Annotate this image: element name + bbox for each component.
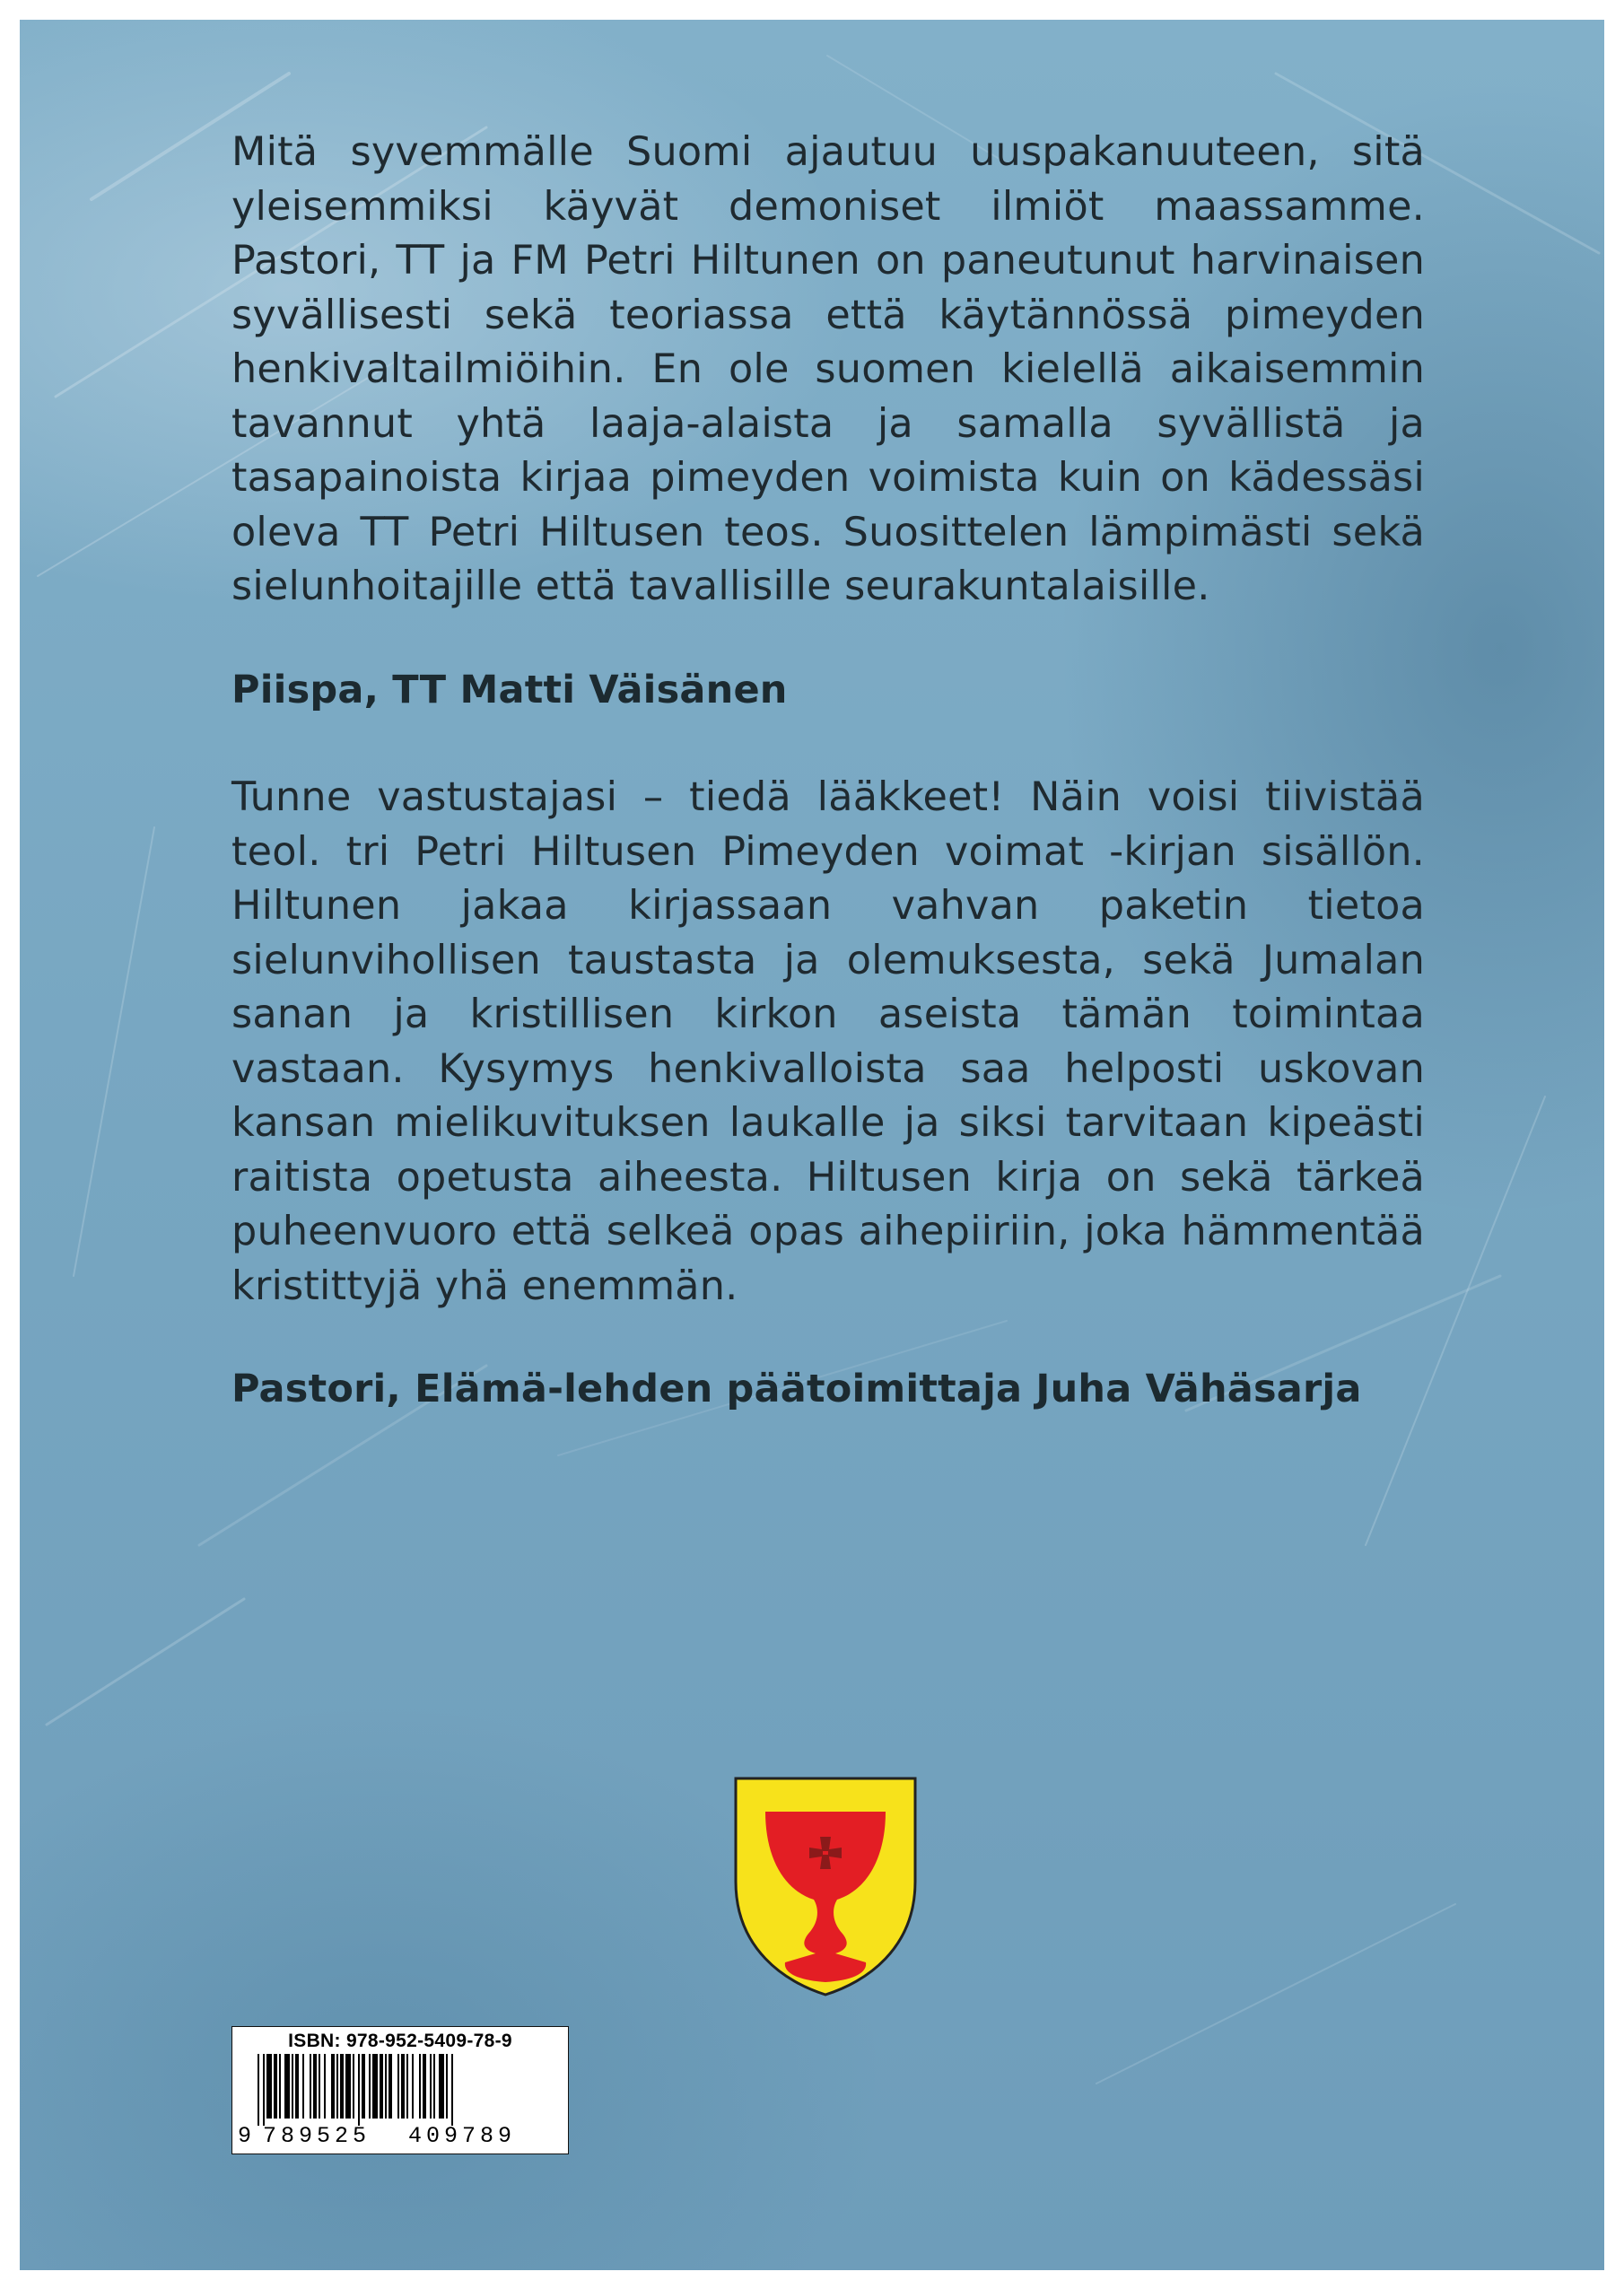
barcode-bar <box>369 2054 371 2119</box>
barcode-bar <box>430 2054 432 2119</box>
endorsement-paragraph-2: Tunne vastustajasi – tiedä lääkkeet! Näin voisi tiivistää teol. tri Petri Hiltusen Pimeyden voimat -kirjan sisällön. Hiltunen jakaa kirjassaan vahvan paketin tietoa sielunvihollisen taustasta ja olemuksesta, sekä Jumalan sanan ja kristillisen kirkon aseista tämän toimintaa vastaan. Kysymys henkivalloista saa helposti uskovan kansan mielikuvituksen laukalle ja siksi tarvitaan kipeästi raitista opetusta aiheesta. Hiltusen kirja on sekä tärkeä puheenvuoro että selkeä opas aihepiiriin, joka hämmentää kristittyjä yhä enemmän. <box>231 774 1425 1309</box>
endorsement-signature-2: Pastori, Elämä-lehden päätoimittaja Juha Vähäsarja <box>231 1367 1362 1411</box>
barcode-bar <box>266 2054 272 2119</box>
barcode-bar <box>284 2054 290 2119</box>
barcode-icon <box>240 2054 561 2126</box>
barcode-digit-group-1: 789525 <box>263 2123 371 2149</box>
barcode-bar <box>336 2054 338 2119</box>
barcode-bar <box>258 2054 259 2126</box>
barcode-digit-lead: 9 <box>238 2123 252 2149</box>
barcode-bar <box>324 2054 326 2119</box>
barcode-bar <box>372 2054 378 2119</box>
barcode-bar <box>358 2054 360 2126</box>
barcode-bar <box>263 2054 265 2126</box>
barcode-bar <box>313 2054 317 2119</box>
barcode-bar <box>406 2054 408 2119</box>
barcode-bar <box>295 2054 299 2119</box>
barcode-bar <box>362 2054 365 2119</box>
barcode-bar <box>353 2054 354 2119</box>
barcode-bar <box>412 2054 414 2119</box>
shield-chalice-cross-icon <box>731 1774 920 1998</box>
barcode-bar <box>319 2054 320 2119</box>
barcode-bar <box>302 2054 304 2119</box>
barcode-bar <box>310 2054 311 2119</box>
barcode-bar <box>385 2054 387 2119</box>
isbn-label: ISBN: 978-952-5409-78-9 <box>288 2031 512 2051</box>
barcode-bar <box>345 2054 351 2119</box>
barcode-bar <box>397 2054 399 2119</box>
barcode-bar <box>380 2054 383 2119</box>
barcode-bar <box>423 2054 426 2119</box>
barcode-bar <box>439 2054 444 2119</box>
barcode-bar <box>389 2054 392 2119</box>
barcode-digit-group-2: 409789 <box>408 2123 517 2149</box>
barcode-bar <box>401 2054 405 2119</box>
barcode-bar <box>340 2054 344 2119</box>
barcode-bar <box>331 2054 335 2119</box>
isbn-barcode <box>231 2026 569 2154</box>
barcode-bar <box>279 2054 281 2119</box>
endorsement-paragraph-1: Mitä syvemmälle Suomi ajautuu uuspakanuuteen, sitä yleisemmiksi käyvät demoniset ilmiöt maassamme. Pastori, TT ja FM Petri Hiltunen on paneutunut harvinaisen syvällisesti sekä teoriassa että käytännössä pimeyden henkivaltailmiöihin. En ole suomen kielellä aikaisemmin tavannut yhtä laaja-alaista ja samalla syvällistä ja tasapainoista kirjaa pimeyden voimista kuin on kädessäsi oleva TT Petri Hiltusen teos. Suosittelen lämpimästi sekä sielunhoitajille että tavallisille seurakuntalaisille. <box>231 129 1425 609</box>
barcode-bar <box>446 2054 448 2119</box>
blurb-text <box>231 126 1425 1417</box>
barcode-bar <box>419 2054 421 2119</box>
barcode-bar <box>274 2054 277 2119</box>
barcode-bar <box>292 2054 293 2119</box>
barcode-bar <box>433 2054 435 2119</box>
endorsement-signature-1: Piispa, TT Matti Väisänen <box>231 667 788 712</box>
book-back-cover <box>20 20 1604 2270</box>
barcode-bar <box>451 2054 453 2126</box>
